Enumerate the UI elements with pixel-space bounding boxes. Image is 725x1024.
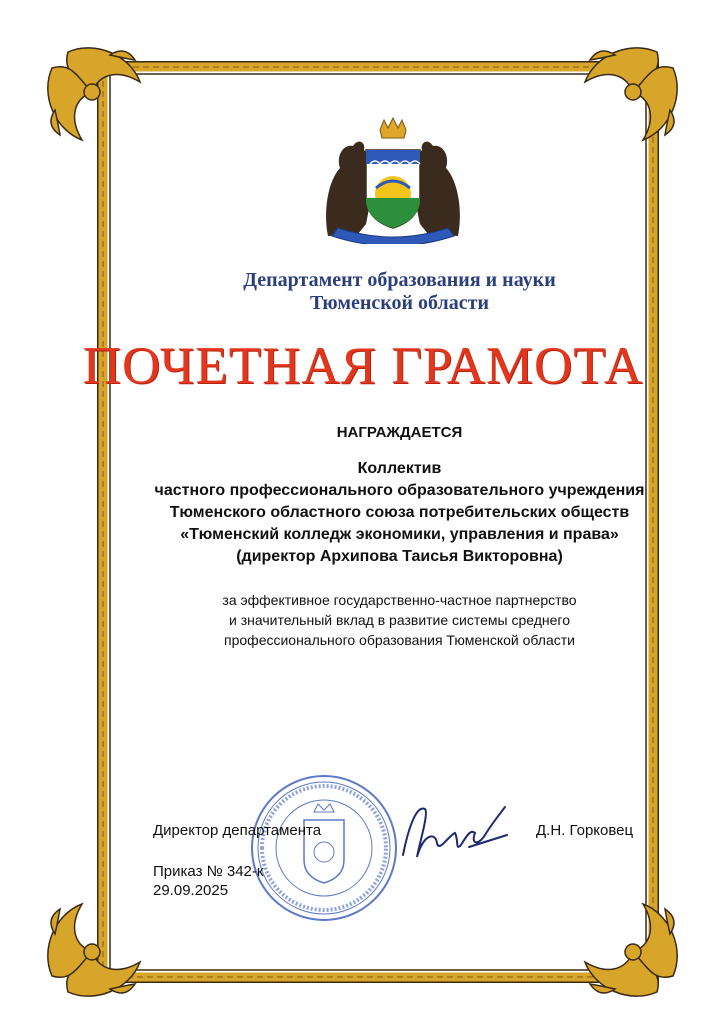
order-date: 29.09.2025 — [153, 882, 229, 899]
recipient-line: частного профессионального образовательного учреждения — [154, 482, 645, 499]
department-name-line-1: Департамент образования и науки — [243, 269, 556, 291]
awarded-label: НАГРАЖДАЕТСЯ — [336, 424, 463, 441]
official-stamp — [248, 772, 400, 924]
recipient-line: «Тюменский колледж экономики, управления и права» — [180, 526, 619, 543]
certificate-title: ПОЧЕТНАЯ ГРАМОТА — [82, 337, 644, 395]
signatory-name: Д.Н. Горковец — [536, 822, 634, 839]
handwritten-signature — [395, 795, 510, 875]
recipient-line: Коллектив — [357, 460, 442, 477]
signatory-position: Директор департамента — [153, 822, 322, 839]
award-reason — [37, 590, 725, 650]
department-name-line-2: Тюменской области — [310, 292, 489, 314]
order-number: Приказ № 342-к — [153, 863, 264, 880]
corner-ornament-top-left — [48, 48, 140, 140]
recipient-block — [37, 458, 725, 568]
order-info — [153, 862, 263, 900]
coat-of-arms-icon — [318, 116, 468, 244]
reason-line: и значительный вклад в развитие системы среднего — [228, 612, 571, 628]
reason-line: за эффективное государственно-частное партнерство — [222, 592, 577, 608]
corner-ornament-bottom-right — [585, 904, 677, 996]
corner-ornament-top-right — [585, 48, 677, 140]
corner-ornament-bottom-left — [48, 904, 140, 996]
reason-line: профессионального образования Тюменской области — [224, 632, 575, 648]
recipient-line: (директор Архипова Таисья Викторовна) — [236, 548, 563, 565]
recipient-line: Тюменского областного союза потребительских обществ — [169, 504, 630, 521]
